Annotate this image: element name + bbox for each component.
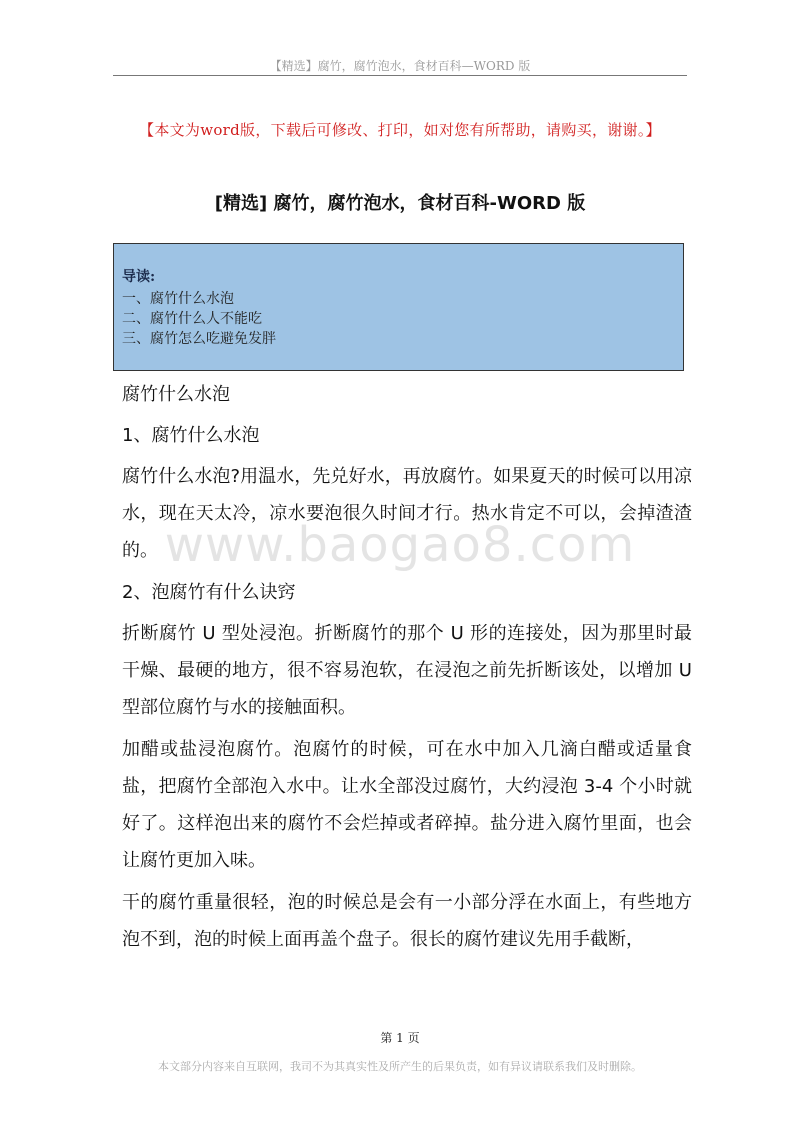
guide-item: 三、腐竹怎么吃避免发胖 [122, 331, 276, 347]
paragraph-1: 腐竹什么水泡?用温水，先兑好水，再放腐竹。如果夏天的时候可以用凉水，现在天太冷，凉水要泡很久时间才行。热水肯定不可以，会掉渣渣的。 [122, 466, 692, 561]
paragraph-2: 折断腐竹 U 型处浸泡。折断腐竹的那个 U 形的连接处，因为那里时最干燥、最硬的地方，很不容易泡软，在浸泡之前先折断该处，以增加 U 型部位腐竹与水的接触面积。 [122, 623, 692, 718]
guide-item: 二、腐竹什么人不能吃 [122, 311, 262, 327]
page-header: 【精选】腐竹，腐竹泡水，食材百科—WORD 版 [269, 59, 531, 73]
subheading-2: 2、泡腐竹有什么诀窍 [122, 582, 296, 603]
page-number: 第 1 页 [380, 1031, 420, 1045]
guide-item: 一、腐竹什么水泡 [122, 291, 234, 307]
guide-label: 导读: [122, 269, 156, 285]
watermark: www.baogao8.com [164, 517, 636, 573]
subheading-1: 1、腐竹什么水泡 [122, 425, 260, 446]
document-title: [精选] 腐竹，腐竹泡水，食材百科-WORD 版 [214, 193, 586, 214]
section-heading: 腐竹什么水泡 [122, 384, 230, 405]
download-notice: 【本文为word版，下载后可修改、打印，如对您有所帮助，请购买，谢谢。】 [139, 121, 661, 139]
footer-disclaimer: 本文部分内容来自互联网，我司不为其真实性及所产生的后果负责，如有异议请联系我们及时删除。 [158, 1060, 642, 1073]
guide-box [113, 243, 684, 371]
header-divider [113, 75, 687, 76]
paragraph-3: 加醋或盐浸泡腐竹。泡腐竹的时候，可在水中加入几滴白醋或适量食盐，把腐竹全部泡入水中。让水全部没过腐竹，大约浸泡 3-4 个小时就好了。这样泡出来的腐竹不会烂掉或者碎掉。盐分进入腐竹里面，也会让腐竹更加入味。 [122, 739, 692, 871]
paragraph-4: 干的腐竹重量很轻，泡的时候总是会有一小部分浮在水面上，有些地方泡不到，泡的时候上面再盖个盘子。很长的腐竹建议先用手截断， [122, 892, 692, 950]
article-body [122, 376, 692, 963]
